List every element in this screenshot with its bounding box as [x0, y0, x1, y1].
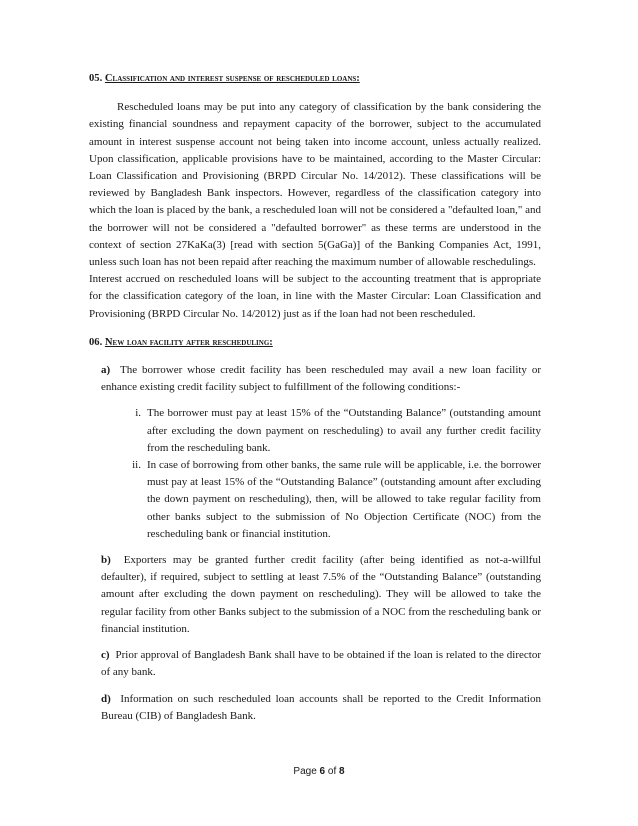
- condition-number: ii.: [132, 459, 141, 472]
- condition-number: i.: [135, 407, 141, 420]
- clause-b-label: b): [101, 554, 111, 567]
- section-06-heading: [89, 334, 541, 351]
- clause-d: [101, 691, 541, 725]
- page-current: 6: [319, 766, 326, 777]
- clause-d-text: Information on such rescheduled loan accounts shall be reported to the Credit Information Bureau (CIB) of Bangladesh Bank.: [101, 692, 541, 722]
- clause-d-label: d): [101, 692, 111, 705]
- condition-item: [89, 405, 541, 457]
- clause-b: [101, 552, 541, 638]
- condition-text: In case of borrowing from other banks, the same rule will be applicable, i.e. the borrower must pay at least 15% of the “Outstanding Balance” (outstanding amount after excluding the down payment on rescheduling), then, will be allowed to take regular facility from other banks subject to the submission of No Objection Certificate (NOC) from the rescheduling bank or financial institution.: [147, 459, 541, 540]
- conditions-list: [89, 405, 541, 543]
- page-of: of: [325, 766, 340, 777]
- page-prefix: Page: [293, 766, 320, 777]
- section-05-heading: [89, 70, 541, 87]
- clause-c-label: c): [101, 649, 110, 662]
- section-05-title: Classification and interest suspense of rescheduled loans:: [104, 73, 360, 84]
- clause-b-text: Exporters may be granted further credit facility (after being identified as not-a-willful defaulter), if required, subject to settling at least 7.5% of the “Outstanding Balance” (outstanding amount after excluding the down payment on rescheduling). They will be allowed to take the regular facility from other Banks subject to the submission of a NOC from the rescheduling bank or financial institution.: [101, 554, 541, 635]
- page-footer: [0, 766, 638, 777]
- clause-a: [101, 362, 541, 396]
- clause-c-text: Prior approval of Bangladesh Bank shall have to be obtained if the loan is related to the director of any bank.: [101, 649, 541, 679]
- clause-a-text: The borrower whose credit facility has been rescheduled may avail a new loan facility or enhance existing credit facility subject to fulfillment of the following conditions:-: [101, 364, 541, 394]
- section-05-paragraph-2: Interest accrued on rescheduled loans will be subject to the accounting treatment that is appropriate for the classification category of the loan, in line with the Master Circular: Loan Classification and Provisioning (BRPD Circular No. 14/2012) just as if the loan had not been rescheduled.: [89, 273, 541, 320]
- condition-item: [89, 457, 541, 543]
- section-06-title: New loan facility after rescheduling:: [104, 336, 273, 348]
- section-05-paragraph-1: Rescheduled loans may be put into any category of classification by the bank considering the existing financial soundness and repayment capacity of the borrower, subject to the accumulated amount in interest suspense account not being taken into income account, unless actually realized. Upon classification, applicable provisions have to be maintained, according to the Master Circular: Loan Classification and Provisioning (BRPD Circular No. 14/2012). These classifications will be reviewed by Bangladesh Bank inspectors. However, regardless of the classification category into which the loan is placed by the bank, a rescheduled loan will not be considered a "defaulted loan," and the borrower will not be considered a "defaulted borrower" as these terms are understood in the context of section 27KaKa(3) [read with section 5(GaGa)] of the Banking Companies Act, 1991, unless such loan has not been repaid after reaching the maximum number of allowable reschedulings.: [89, 101, 541, 269]
- clause-a-label: a): [101, 364, 111, 377]
- document-page: [89, 70, 541, 725]
- section-06-number: 06.: [89, 336, 103, 348]
- page-total: 8: [339, 766, 345, 777]
- section-05-number: 05.: [89, 73, 103, 84]
- condition-text: The borrower must pay at least 15% of the “Outstanding Balance” (outstanding amount after excluding the down payment on rescheduling) to avail any further credit facility from the rescheduling bank.: [147, 407, 541, 454]
- clause-c: [101, 647, 541, 681]
